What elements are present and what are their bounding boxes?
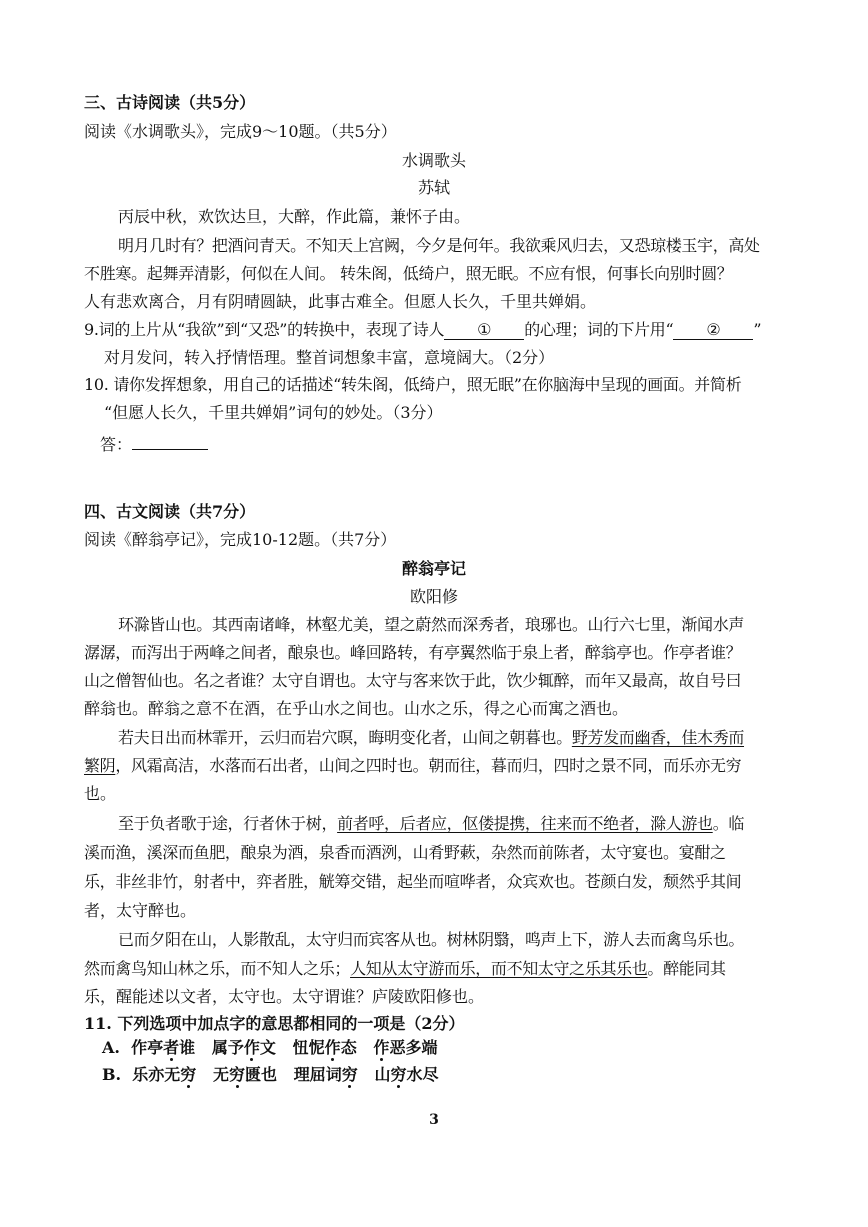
section-4-intro: 阅读《醉翁亭记》，完成10-12题。（共7分）: [84, 530, 397, 549]
option-label: B.: [102, 1065, 122, 1084]
prose-text: 若夫日出而林霏开，云归而岩穴暝，晦明变化者，山间之朝暮也。: [118, 728, 572, 747]
poem-line: 明月几时有？把酒问青天。不知天上宫阙，今夕是何年。我欲乘风归去，又恐琼楼玉宇，高处: [118, 236, 760, 255]
answer-blank-1[interactable]: ①: [444, 321, 524, 340]
answer-label: 答：: [100, 435, 133, 454]
prose-line: 醉翁也。醉翁之意不在酒，在乎山水之间也。山水之乐，得之心而寓之酒也。: [84, 699, 629, 718]
underlined-sentence: 人知从太守游而乐，而不知太守之乐其乐也: [350, 959, 648, 978]
poem-line: 人有悲欢离合，月有阴晴圆缺，此事古难全。但愿人长久，千里共婵娟。: [84, 292, 597, 311]
prose-line: 环滁皆山也。其西南诸峰，林壑尤美，望之蔚然而深秀者，琅琊也。山行六七里，渐闻水声: [118, 615, 745, 634]
option-b[interactable]: [102, 1064, 439, 1086]
option-text: 谁: [179, 1038, 196, 1057]
question-9-text: 的心理；词的下片用“: [524, 320, 674, 339]
prose-line: [84, 958, 726, 980]
option-a[interactable]: [102, 1037, 437, 1059]
prose-line: [118, 813, 744, 835]
option-text: 态: [340, 1038, 357, 1057]
poem-author: 苏轼: [417, 178, 450, 197]
option-text: 文: [259, 1038, 276, 1057]
option-text: 理屈词: [293, 1065, 342, 1084]
option-label: A.: [102, 1038, 120, 1057]
dotted-char: 者: [163, 1038, 180, 1057]
option-text: 匮也: [245, 1065, 278, 1084]
dotted-char: 穷: [229, 1065, 246, 1084]
underlined-sentence: 野芳发而幽香，佳木秀而: [571, 728, 745, 747]
prose-line: 已而夕阳在山，人影散乱，太守归而宾客从也。树林阴翳，鸣声上下，游人去而禽鸟乐也。: [118, 930, 745, 949]
prose-text: 。临: [712, 814, 745, 833]
dotted-char: 作: [373, 1038, 390, 1057]
question-11: 11. 下列选项中加点字的意思都相同的一项是（2分）: [84, 1014, 465, 1033]
prose-text: ，风霜高洁，水落而石出者，山间之四时也。朝而往，暮而归，四时之景不同，而乐亦无穷: [115, 756, 742, 775]
prose-title: 醉翁亭记: [401, 559, 466, 578]
answer-blank-2[interactable]: ②: [673, 321, 753, 340]
option-text: 无: [212, 1065, 229, 1084]
option-text: 作亭: [131, 1038, 164, 1057]
prose-line: 也。: [84, 784, 117, 803]
prose-text: 。醉能同其: [647, 959, 726, 978]
answer-blank[interactable]: [132, 433, 208, 450]
prose-line: 山之僧智仙也。名之者谁？太守自谓也。太守与客来饮于此，饮少辄醉，而年又最高，故自号曰: [84, 671, 742, 690]
option-text: 水尽: [406, 1065, 439, 1084]
poem-title: 水调歌头: [401, 151, 466, 170]
option-text: 山: [374, 1065, 391, 1084]
option-text: 忸怩: [292, 1038, 325, 1057]
poem-preface: 丙辰中秋，欢饮达旦，大醉，作此篇，兼怀子由。: [118, 207, 471, 226]
question-9: [84, 319, 761, 341]
dotted-char: 作: [324, 1038, 341, 1057]
dotted-char: 穷: [341, 1065, 358, 1084]
prose-line: 潺潺，而泻出于两峰之间者，酿泉也。峰回路转，有亭翼然临于泉上者，醉翁亭也。作亭者谁？: [84, 643, 742, 662]
prose-text: 然而禽鸟知山林之乐，而不知人之乐；: [84, 959, 351, 978]
prose-text: 至于负者歌于途，行者休于树，: [118, 814, 338, 833]
option-text: 属予: [211, 1038, 244, 1057]
prose-line: 者，太守醉也。: [84, 901, 197, 920]
question-10: 10. 请你发挥想象，用自己的话描述“转朱阁，低绮户，照无眠”在你脑海中呈现的画面。并简析: [84, 375, 742, 394]
prose-line: 乐，醒能述以文者，太守也。太守谓谁？庐陵欧阳修也。: [84, 987, 485, 1006]
poem-line: 不胜寒。起舞弄清影，何似在人间。 转朱阁，低绮户，照无眠。不应有恨，何事长向别时圆？: [84, 264, 733, 283]
prose-line: 乐，非丝非竹，射者中，弈者胜，觥筹交错，起坐而喧哗者，众宾欢也。苍颜白发，颓然乎其间: [84, 872, 742, 891]
option-text: 乐亦无: [132, 1065, 181, 1084]
answer-row: [100, 433, 208, 456]
prose-line: [84, 755, 741, 777]
prose-line: [118, 727, 744, 749]
page-number: 3: [429, 1112, 439, 1128]
prose-author: 欧阳修: [409, 587, 458, 606]
dotted-char: 穷: [180, 1065, 197, 1084]
question-10-line2: “但愿人长久，千里共婵娟”词句的妙处。（3分）: [104, 403, 443, 422]
question-9-text: ”: [753, 320, 762, 339]
underlined-sentence: 繁阴: [84, 756, 116, 775]
dotted-char: 作: [243, 1038, 260, 1057]
question-9-line2: 对月发问，转入抒情悟理。整首词想象丰富，意境阔大。（2分）: [104, 348, 555, 367]
section-4-heading: 四、古文阅读（共7分）: [84, 502, 256, 521]
option-text: 恶多端: [389, 1038, 438, 1057]
dotted-char: 穷: [390, 1065, 407, 1084]
section-3-heading: 三、古诗阅读（共5分）: [84, 93, 256, 112]
section-3-intro: 阅读《水调歌头》，完成9～10题。（共5分）: [84, 122, 397, 141]
question-9-text: 9.词的上片从“我欲”到“又恐”的转换中，表现了诗人: [84, 320, 445, 339]
underlined-sentence: 前者呼，后者应，伛偻提携，往来而不绝者，滁人游也: [337, 814, 713, 833]
prose-line: 溪而渔，溪深而鱼肥，酿泉为酒，泉香而酒洌，山肴野蔌，杂然而前陈者，太守宴也。宴酣之: [84, 843, 726, 862]
